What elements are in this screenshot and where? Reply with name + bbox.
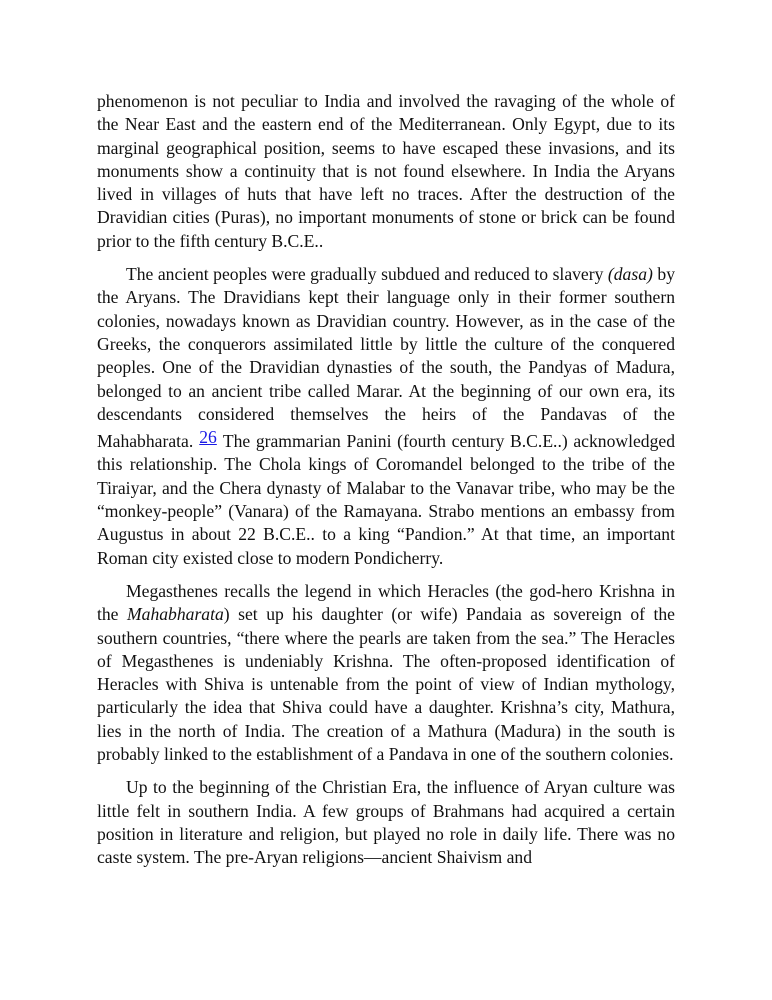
paragraph-4-text: Up to the beginning of the Christian Era, the influence of Aryan culture was little felt in southern India. A few groups of Brahmans had acquired a certain position in literature and religion, but played no role in daily life. There was no caste system. The pre-Aryan religions—ancient Shaivism and xyxy=(97,777,675,868)
paragraph-3-text-after: ) set up his daughter (or wife) Pandaia as sovereign of the southern countries, “there where the pearls are taken from the sea.” The Heracles of Megasthenes is undeniably Krishna. The often-proposed identification of Heracles with Shiva is untenable from the point of view of Indian mythology, particularly the idea that Shiva could have a daughter. Krishna’s city, Mathura, lies in the north of India. The creation of a Mathura (Madura) in the south is probably linked to the establishment of a Pandava in one of the southern colonies. xyxy=(97,604,675,765)
paragraph-2-text-before: The ancient peoples were gradually subdued and reduced to slavery xyxy=(126,264,608,285)
paragraph-3-italic-title: Mahabharata xyxy=(127,604,224,625)
footnote-26-link[interactable]: 26 xyxy=(199,427,217,448)
paragraph-3 xyxy=(97,580,675,766)
paragraph-2-italic-term: (dasa) xyxy=(607,264,653,285)
paragraph-2-text-middle: by the Aryans. The Dravidians kept their language only in their former southern colonies, nowadays known as Dravidian country. However, as in the case of the Greeks, the conquerors assimilated little by little the culture of the conquered peoples. One of the Dravidian dynasties of the south, the Pandyas of Madura, belonged to an ancient tribe called Marar. At the beginning of our own era, its descendants considered themselves the heirs of the Pandavas of the Mahabharata. xyxy=(97,264,675,452)
paragraph-1 xyxy=(97,90,675,253)
paragraph-3-text-before: Megasthenes recalls the legend in which Heracles (the god-hero Krishna in the xyxy=(97,580,675,625)
paragraph-2-text-after: The grammarian Panini (fourth century B.C.E..) acknowledged this relationship. The Chola kings of Coromandel belonged to the tribe of the Tiraiyar, and the Chera dynasty of Malabar to the Vanavar tribe, who may be the “monkey-people” (Vanara) of the Ramayana. Strabo mentions an embassy from Augustus in about 22 B.C.E.. to a king “Pandion.” At that time, an important Roman city existed close to modern Pondicherry. xyxy=(97,431,675,568)
book-page-body xyxy=(97,90,675,880)
paragraph-4 xyxy=(97,776,675,869)
paragraph-2 xyxy=(97,263,675,570)
paragraph-1-text: phenomenon is not peculiar to India and involved the ravaging of the whole of the Near East and the eastern end of the Mediterranean. Only Egypt, due to its marginal geographical position, seems to have escaped these invasions, and its monuments show a continuity that is not found elsewhere. In India the Aryans lived in villages of huts that have left no traces. After the destruction of the Dravidian cities (Puras), no important monuments of stone or brick can be found prior to the fifth century B.C.E.. xyxy=(97,91,675,251)
